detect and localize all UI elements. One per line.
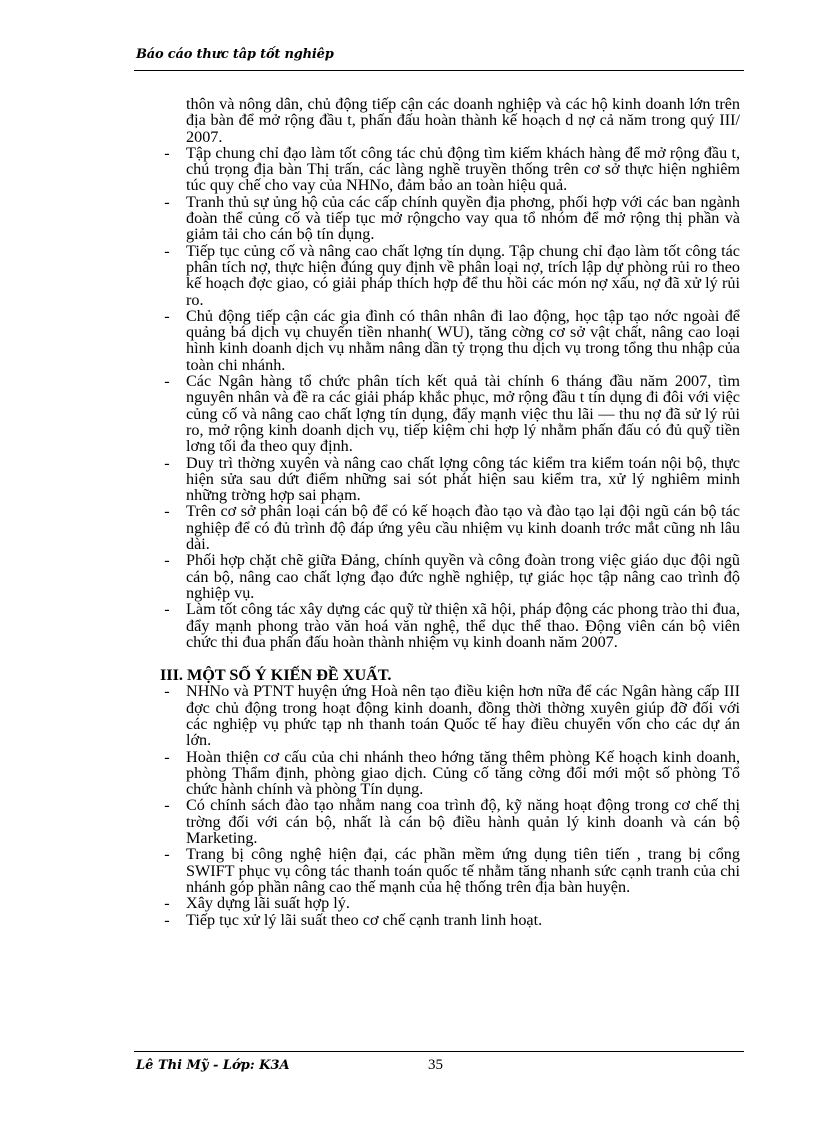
list-item-text: Các Ngân hàng tổ chức phân tích kết quả tài chính 6 tháng đầu năm 2007, tìm nguyên nhân và đề ra các giải pháp khắc phục, mở rộng đầu t tín dụng đi đôi với việc củng cố và nâng cao chất lợng tín dụng, đẩy mạnh việc thu lãi — thu nợ đã sử lý rủi ro, mở rộng kinh doanh dịch vụ, tiếp kiệm chi hợp lý nhằm phấn đấu có đủ quỹ tiền lơng tối đa theo quy định. xyxy=(186,372,740,456)
bullet-dash: - xyxy=(164,894,170,913)
list-item-text: Tranh thủ sự ủng hộ của các cấp chính quyền địa phơng, phối hợp với các ban ngành đoàn thể củng cố và tiếp tục mở rộngcho vay qua tổ nhóm để mở rộng thị phần và giảm tải cho cán bộ tín dụng. xyxy=(186,192,740,244)
header-divider xyxy=(134,70,744,71)
list-item-text: Tập chung chỉ đạo làm tốt công tác chủ động tìm kiếm khách hàng để mở rộng đầu t, chú trọng địa bàn Thị trấn, các làng nghề truyền thống trên cơ sở thực hiện nghiêm túc quy chế cho vay của NHNo, đảm bảo an toàn hiệu quả. xyxy=(186,143,740,195)
bullet-dash: - xyxy=(164,600,170,619)
list-item xyxy=(160,683,740,748)
list-item xyxy=(160,145,740,194)
footer-author: Lê Thi Mỹ - Lớp: K3A xyxy=(136,1058,290,1073)
bullet-dash: - xyxy=(164,306,170,325)
list-item-text: Chủ động tiếp cận các gia đình có thân nhân đi lao động, học tập tạo nớc ngoài để quảng bá dịch vụ chuyển tiền nhanh( WU), tăng cờng cơ sở vật chất, nâng cao loại hình kinh doanh dịch vụ nhằm nâng dần tỷ trọng thu dịch vụ trong tổng thu nhập của toàn chi nhánh. xyxy=(186,306,740,374)
list-item-text: Trên cơ sở phân loại cán bộ để có kế hoạch đào tạo và đào tạo lại đội ngũ cán bộ tác nghiệp để có đủ trình độ đáp ứng yêu cầu nhiệm vụ kinh doanh trớc mắt cũng nh lâu dài. xyxy=(186,502,740,554)
bullet-dash: - xyxy=(164,502,170,521)
list-item xyxy=(160,503,740,552)
list-item xyxy=(160,895,740,911)
proposal-list xyxy=(160,683,740,927)
list-item xyxy=(160,797,740,846)
list-item-text: Có chính sách đào tạo nhằm nang coa trình độ, kỹ năng hoạt động trong cơ chế thị trờng đối với cán bộ, nhất là cán bộ điều hành quản lý kinh doanh và cán bộ Marketing. xyxy=(186,796,740,848)
list-item-text: Trang bị công nghệ hiện đại, các phần mềm ứng dụng tiên tiến , trang bị cổng SWIFT phục vụ công tác thanh toán quốc tế nhằm tăng nhanh sức cạnh tranh của chi nhánh góp phần nâng cao thế mạnh của hệ thống trên địa bàn huyện. xyxy=(186,845,740,896)
footer-divider xyxy=(134,1051,744,1052)
bullet-dash: - xyxy=(164,796,170,815)
continuation-paragraph: thôn và nông dân, chủ động tiếp cận các doanh nghiệp và các hộ kinh doanh lớn trên địa bàn để mở rộng đầu t, phấn đấu hoàn thành kế hoạch d nợ cả năm trong quý III/ 2007. xyxy=(186,95,740,146)
list-item xyxy=(160,552,740,601)
list-item-text: Xây dựng lãi suất hợp lý. xyxy=(186,894,350,913)
bullet-dash: - xyxy=(164,910,170,929)
list-item xyxy=(160,749,740,798)
bullet-dash: - xyxy=(164,682,170,701)
list-item xyxy=(160,243,740,308)
list-item xyxy=(160,308,740,373)
header-title: Báo cáo thưc tâp tốt nghiêp xyxy=(136,47,334,62)
list-item-text: Duy trì thờng xuyên và nâng cao chất lợng công tác kiểm tra kiểm toán nội bộ, thực hiện sửa sau dứt điểm những sai sót phát hiện sau kiểm tra, xử lý nghiêm minh những trờng hợp sai phạm. xyxy=(186,453,740,505)
list-item xyxy=(160,455,740,504)
section-heading: III. MỘT SỐ Ý KIẾN ĐỀ XUẤT. xyxy=(160,666,392,685)
page-number: 35 xyxy=(428,1057,443,1073)
bullet-dash: - xyxy=(164,747,170,766)
list-item xyxy=(160,601,740,650)
list-item-text: NHNo và PTNT huyện ứng Hoà nên tạo điều kiện hơn nữa để các Ngân hàng cấp III đợc chủ động trong hoạt động kinh doanh, đồng thời thờng xuyên giúp đỡ đối với các nghiệp vụ phức tạp nh thanh toán Quốc tế hay điều chuyển vốn cho các dự án lớn. xyxy=(186,682,740,750)
list-item xyxy=(160,373,740,454)
list-item-text: Phối hợp chặt chẽ giữa Đảng, chính quyền và công đoàn trong việc giáo dục đội ngũ cán bộ, nâng cao chất lợng đạo đức nghề nghiệp, tự giác học tập nâng cao trình độ nghiệp vụ. xyxy=(186,551,740,602)
list-item xyxy=(160,846,740,895)
bullet-dash: - xyxy=(164,241,170,260)
document-body xyxy=(160,96,740,928)
list-item-text: Hoàn thiện cơ cấu của chi nhánh theo hớng tăng thêm phòng Kế hoạch kinh doanh, phòng Thẩm định, phòng giao dịch. Củng cố tăng cờng đổi mới một số phòng Tổ chức hành chính và phòng Tín dụng. xyxy=(186,747,740,799)
list-item xyxy=(160,912,740,928)
list-item-text: Tiếp tục củng cố và nâng cao chất lợng tín dụng. Tập chung chỉ đạo làm tốt công tác phân tích nợ, thực hiện đúng quy định về phân loại nợ, trích lập dự phòng rủi ro theo kế hoạch đợc giao, có giải pháp thích hợp để thu hồi các món nợ xấu, nợ đã xử lý rủi ro. xyxy=(186,241,740,309)
list-item xyxy=(160,194,740,243)
bullet-dash: - xyxy=(164,192,170,211)
list-item-text: Làm tốt công tác xây dựng các quỹ từ thiện xã hội, pháp động các phong trào thi đua, đẩy mạnh phong trào văn hoá văn nghệ, thể dục thể thao. Động viên cán bộ viên chức thi đua phấn đấu hoàn thành nhiệm vụ kinh doanh năm 2007. xyxy=(186,600,740,651)
action-list xyxy=(160,145,740,650)
bullet-dash: - xyxy=(164,372,170,391)
list-item-text: Tiếp tục xử lý lãi suất theo cơ chế cạnh tranh linh hoạt. xyxy=(186,910,543,929)
bullet-dash: - xyxy=(164,845,170,864)
bullet-dash: - xyxy=(164,551,170,570)
bullet-dash: - xyxy=(164,143,170,162)
bullet-dash: - xyxy=(164,453,170,472)
